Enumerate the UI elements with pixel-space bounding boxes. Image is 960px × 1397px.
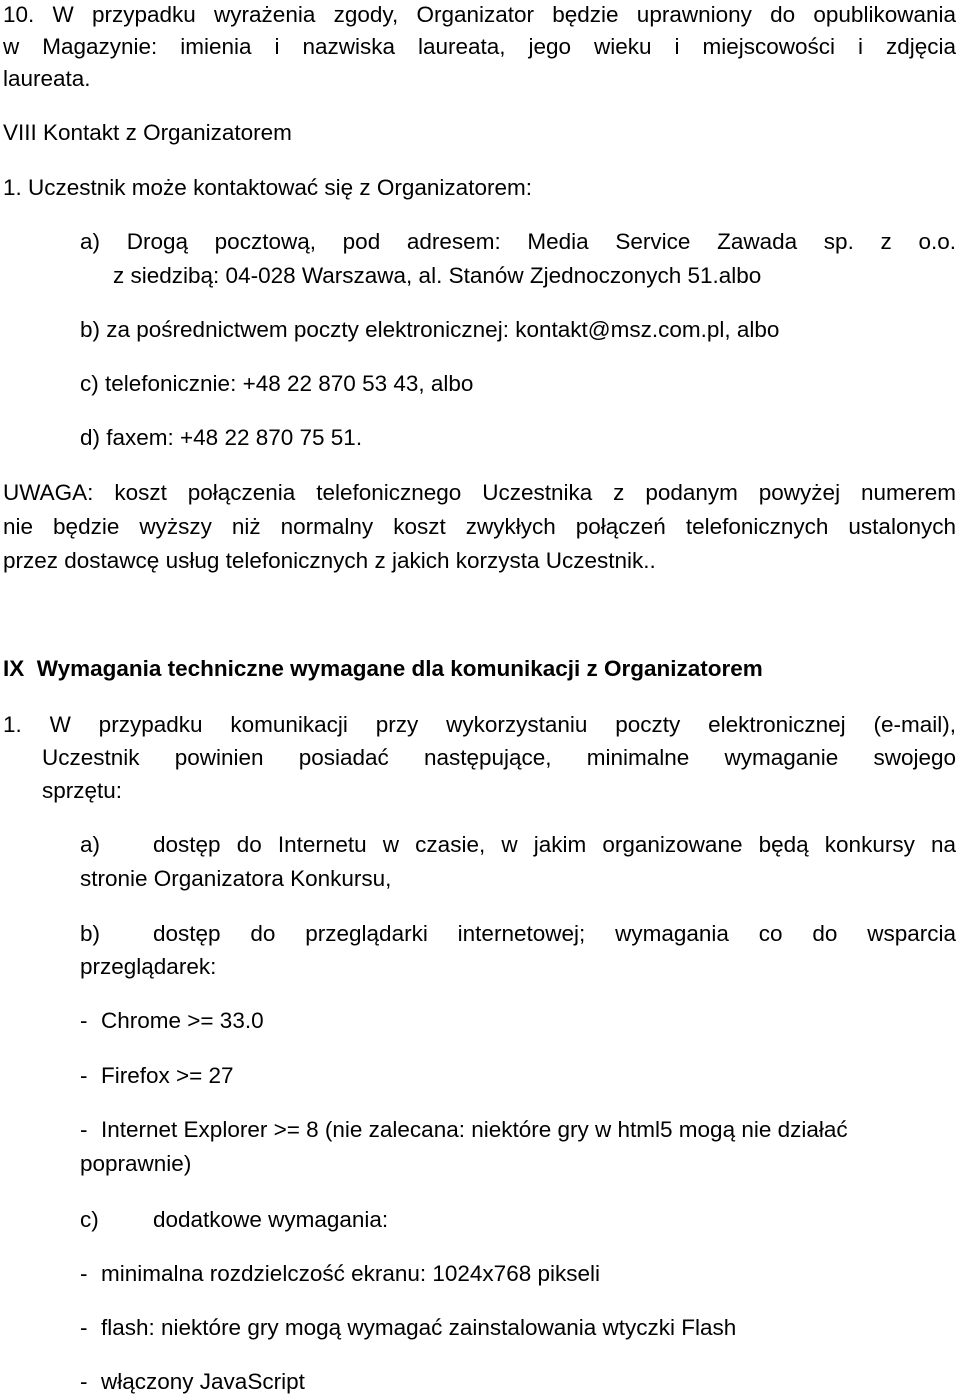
ix-item-c-text: dodatkowe wymagania: [153, 1207, 389, 1232]
req-flash [80, 1317, 736, 1340]
req-flash-text: flash: niektóre gry mogą wymagać zainstalowania wtyczki Flash [101, 1315, 737, 1340]
browser-ie-line2: poprawnie) [80, 1151, 192, 1176]
dash-bullet: - [80, 1063, 88, 1088]
viii-d-fax: d) faxem: +48 22 870 75 51. [80, 425, 363, 450]
req-resolution-text: minimalna rozdzielczość ekranu: 1024x768 pikseli [101, 1261, 600, 1286]
ix-item-b-label: b) [80, 921, 101, 946]
ix-p1-line2: Uczestnik powinien posiadać następujące, minimalne wymaganie swojego [42, 745, 956, 770]
ix-p1-line1: 1. W przypadku komunikacji przy wykorzystaniu poczty elektronicznej (e-mail), [3, 712, 956, 737]
ix-item-c-label: c) [80, 1207, 99, 1232]
dash-bullet: - [80, 1261, 88, 1286]
section-viii-heading: VIII Kontakt z Organizatorem [3, 120, 292, 145]
ix-item-a-line1: dostęp do Internetu w czasie, w jakim organizowane będą konkursy na [153, 832, 956, 857]
req-javascript [80, 1371, 305, 1394]
p10-line3: laureata. [3, 66, 91, 91]
req-resolution [80, 1263, 600, 1286]
browser-ie [80, 1119, 848, 1142]
note-line1: UWAGA: koszt połączenia telefonicznego Uczestnika z podanym powyżej numerem [3, 480, 956, 505]
browser-firefox [80, 1065, 234, 1088]
ix-p1-line3: sprzętu: [42, 778, 123, 803]
browser-firefox-text: Firefox >= 27 [101, 1063, 234, 1088]
dash-bullet: - [80, 1117, 88, 1142]
browser-chrome [80, 1010, 264, 1033]
dash-bullet: - [80, 1008, 88, 1033]
viii-a-line2: z siedzibą: 04-028 Warszawa, al. Stanów Zjednoczonych 51.albo [113, 263, 762, 288]
viii-b-email: b) za pośrednictwem poczty elektronicznej: kontakt@msz.com.pl, albo [80, 317, 780, 342]
ix-item-a-label: a) [80, 832, 101, 857]
ix-item-b-line2: przeglądarek: [80, 954, 217, 979]
browser-ie-text: Internet Explorer >= 8 (nie zalecana: niektóre gry w html5 mogą nie działać [101, 1117, 848, 1142]
viii-a-line1: a) Drogą pocztową, pod adresem: Media Service Zawada sp. z o.o. [80, 229, 956, 254]
dash-bullet: - [80, 1369, 88, 1394]
viii-c-phone: c) telefonicznie: +48 22 870 53 43, albo [80, 371, 474, 396]
ix-item-b-line1: dostęp do przeglądarki internetowej; wymagania co do wsparcia [153, 921, 956, 946]
p10-line1: 10. W przypadku wyrażenia zgody, Organizator będzie uprawniony do opublikowania [3, 2, 956, 27]
ix-item-a-line2: stronie Organizatora Konkursu, [80, 866, 392, 891]
req-javascript-text: włączony JavaScript [101, 1369, 305, 1394]
viii-p1: 1. Uczestnik może kontaktować się z Organizatorem: [3, 175, 532, 200]
p10-line2: w Magazynie: imienia i nazwiska laureata, jego wieku i miejscowości i zdjęcia [3, 34, 956, 59]
browser-chrome-text: Chrome >= 33.0 [101, 1008, 264, 1033]
section-ix-heading: IX Wymagania techniczne wymagane dla komunikacji z Organizatorem [3, 656, 763, 681]
note-line3: przez dostawcę usług telefonicznych z jakich korzysta Uczestnik.. [3, 548, 656, 573]
dash-bullet: - [80, 1315, 88, 1340]
note-line2: nie będzie wyższy niż normalny koszt zwykłych połączeń telefonicznych ustalonych [3, 514, 956, 539]
